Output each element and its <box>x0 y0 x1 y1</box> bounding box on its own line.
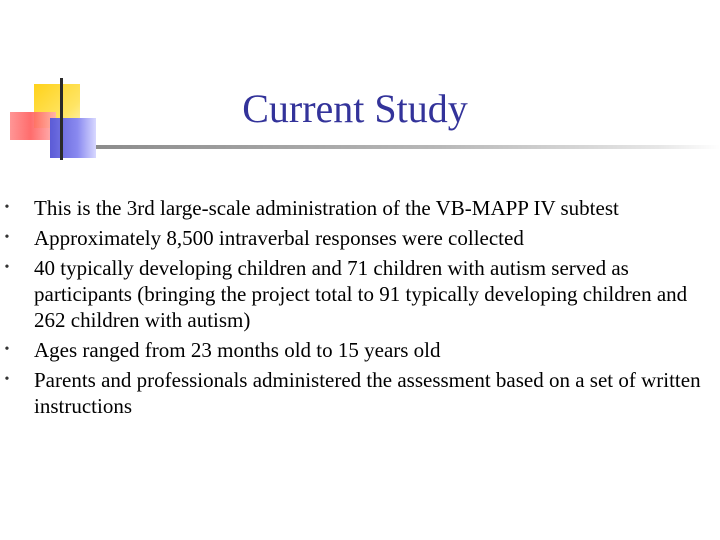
bullet-text: This is the 3rd large-scale administration of the VB-MAPP IV subtest <box>34 196 619 220</box>
bullet-text: Parents and professionals administered the assessment based on a set of written instructions <box>34 368 701 418</box>
bullet-list <box>0 195 720 423</box>
bullet-dot-icon: • <box>4 342 10 357</box>
bullet-item <box>0 255 720 333</box>
bullet-item <box>0 367 720 419</box>
bullet-item <box>0 225 720 251</box>
bullet-dot-icon: • <box>4 372 10 387</box>
bullet-dot-icon: • <box>4 230 10 245</box>
bullet-item <box>0 195 720 221</box>
title-underline-rule <box>96 145 720 149</box>
bullet-item <box>0 337 720 363</box>
bullet-dot-icon: • <box>4 260 10 275</box>
slide-title: Current Study <box>242 86 468 131</box>
bullet-dot-icon: • <box>4 200 10 215</box>
bullet-text: Ages ranged from 23 months old to 15 years old <box>34 338 441 362</box>
vertical-line-decoration <box>60 78 63 160</box>
bullet-text: 40 typically developing children and 71 children with autism served as participants (bringing the project total to 91 typically developing children and 262 children with autism) <box>34 256 688 332</box>
bullet-text: Approximately 8,500 intraverbal responses were collected <box>34 226 524 250</box>
blue-square-decoration <box>50 118 96 158</box>
